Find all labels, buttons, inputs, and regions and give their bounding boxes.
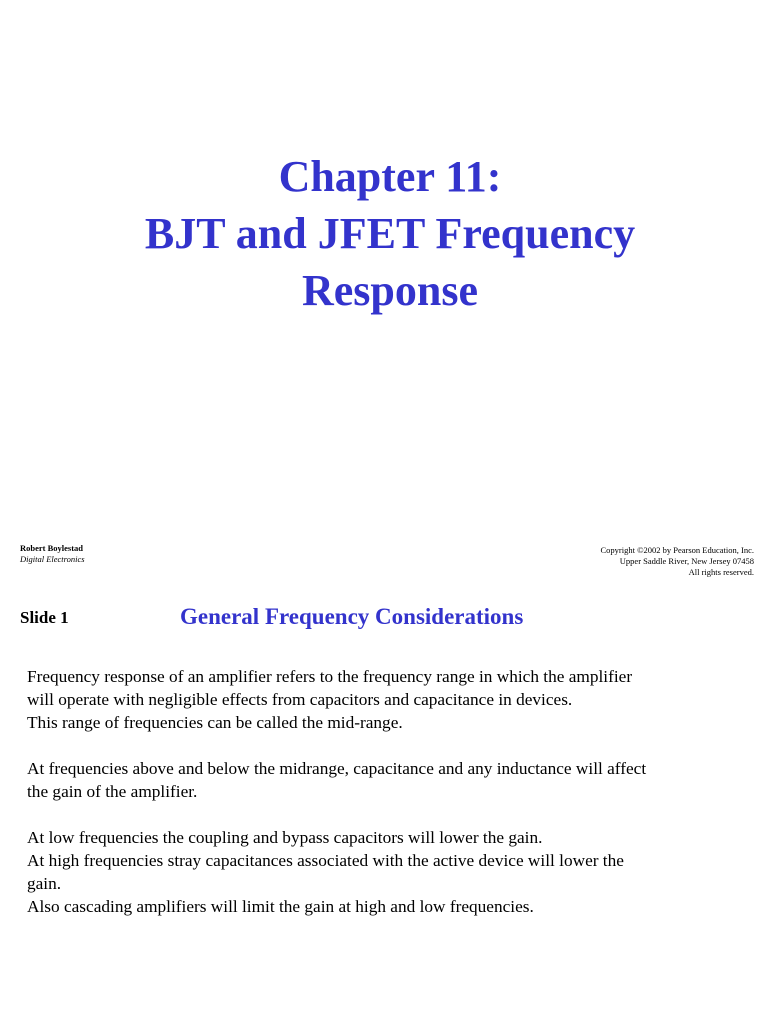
copyright-line: Copyright ©2002 by Pearson Education, Inc. bbox=[600, 545, 754, 555]
body-line: will operate with negligible effects from capacitors and capacitance in devices. bbox=[27, 690, 573, 709]
chapter-title-line: Chapter 11: bbox=[278, 152, 502, 201]
body-paragraph bbox=[27, 665, 747, 734]
copyright-line: All rights reserved. bbox=[688, 567, 754, 577]
author-name: Robert Boylestad bbox=[20, 543, 84, 553]
slide-heading: General Frequency Considerations bbox=[180, 604, 524, 629]
body-line: Frequency response of an amplifier refers to the frequency range in which the amplifier bbox=[27, 667, 633, 686]
copyright-notice bbox=[600, 545, 754, 578]
author-credit bbox=[20, 543, 85, 565]
copyright-line: Upper Saddle River, New Jersey 07458 bbox=[619, 556, 754, 566]
body-line: gain. bbox=[27, 874, 62, 893]
chapter-title-line: Response bbox=[301, 266, 479, 315]
slide-number: Slide 1 bbox=[20, 608, 69, 627]
body-line: At frequencies above and below the midrange, capacitance and any inductance will affect bbox=[27, 759, 647, 778]
chapter-title-line: BJT and JFET Frequency bbox=[144, 209, 636, 258]
body-line: Also cascading amplifiers will limit the gain at high and low frequencies. bbox=[27, 897, 534, 916]
body-line: This range of frequencies can be called the mid-range. bbox=[27, 713, 403, 732]
book-title: Digital Electronics bbox=[20, 554, 85, 564]
body-paragraph bbox=[27, 826, 747, 918]
body-paragraph bbox=[27, 757, 747, 803]
slide-body bbox=[27, 665, 747, 918]
body-line: At high frequencies stray capacitances associated with the active device will lower the bbox=[27, 851, 624, 870]
chapter-title bbox=[0, 148, 768, 319]
body-line: the gain of the amplifier. bbox=[27, 782, 198, 801]
body-line: At low frequencies the coupling and bypass capacitors will lower the gain. bbox=[27, 828, 543, 847]
